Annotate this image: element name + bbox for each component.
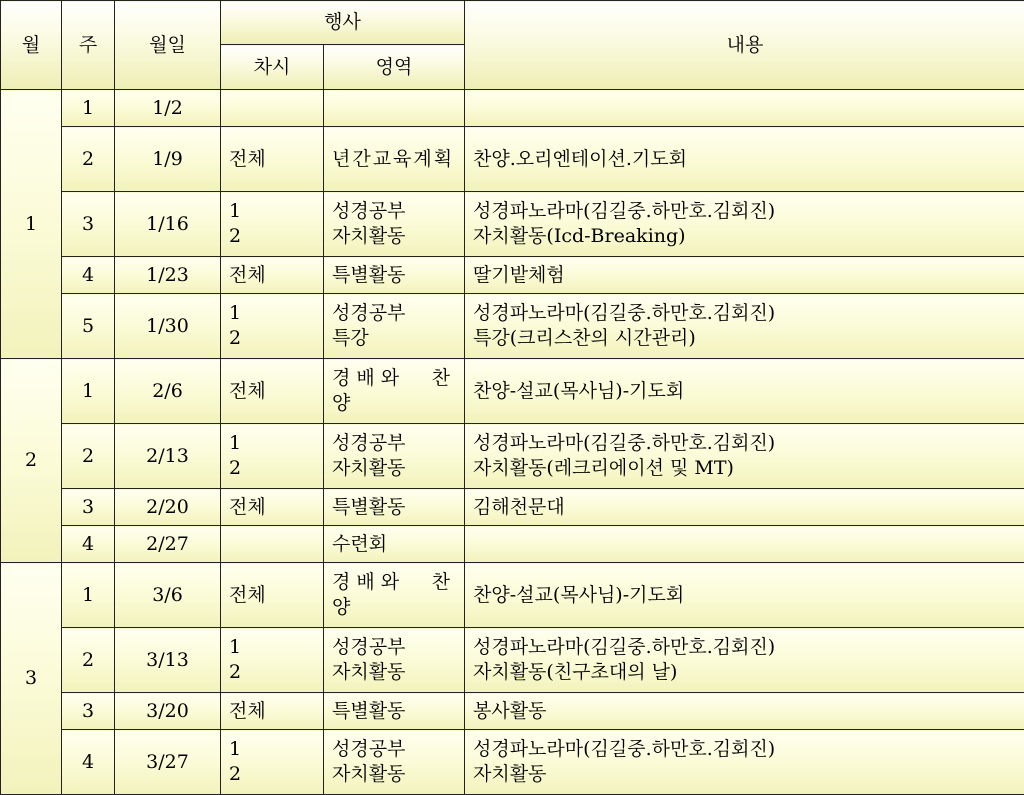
content-cell [465, 90, 1024, 127]
cell-line: 1 [229, 301, 315, 326]
session-cell [221, 628, 324, 693]
table-row [1, 127, 1024, 192]
content-cell [465, 628, 1024, 693]
week-cell: 2 [62, 628, 115, 693]
header-week: 주 [62, 1, 115, 90]
session-cell [221, 424, 324, 489]
cell-line: 자치활동 [473, 762, 1017, 787]
date-cell: 3/6 [115, 563, 221, 628]
content-cell [465, 257, 1024, 294]
area-cell [324, 294, 465, 359]
content-cell [465, 192, 1024, 257]
content-cell [465, 127, 1024, 192]
content-cell [465, 424, 1024, 489]
date-cell: 2/6 [115, 359, 221, 424]
content-cell [465, 730, 1024, 795]
week-cell: 4 [62, 526, 115, 563]
cell-line: 자치활동 [332, 456, 456, 481]
header-month: 월 [1, 1, 62, 90]
table-row [1, 693, 1024, 730]
cell-line: 딸기밭체험 [473, 263, 1017, 288]
cell-line: 자치활동 [332, 224, 456, 249]
cell-line: 경배와 찬양 [332, 366, 456, 416]
cell-line: 전체 [229, 147, 315, 172]
date-cell: 1/2 [115, 90, 221, 127]
cell-line: 1 [229, 431, 315, 456]
header-date: 월일 [115, 1, 221, 90]
cell-line: 자치활동 [332, 660, 456, 685]
cell-line: 특별활동 [332, 495, 456, 520]
cell-line: 성경공부 [332, 199, 456, 224]
date-cell: 1/23 [115, 257, 221, 294]
table-row [1, 359, 1024, 424]
table-header [1, 1, 1024, 90]
date-cell: 3/13 [115, 628, 221, 693]
cell-line: 특강(크리스찬의 시간관리) [473, 326, 1017, 351]
cell-line: 전체 [229, 495, 315, 520]
table-row [1, 257, 1024, 294]
header-event: 행사 [221, 1, 465, 45]
table-row [1, 489, 1024, 526]
header-content: 내용 [465, 1, 1024, 90]
week-cell: 1 [62, 359, 115, 424]
date-cell: 1/16 [115, 192, 221, 257]
month-cell: 1 [1, 90, 62, 359]
content-cell [465, 563, 1024, 628]
cell-line: 2 [229, 224, 315, 249]
week-cell: 5 [62, 294, 115, 359]
cell-line: 김해천문대 [473, 495, 1017, 520]
area-cell [324, 359, 465, 424]
area-cell [324, 489, 465, 526]
week-cell: 1 [62, 563, 115, 628]
session-cell [221, 563, 324, 628]
week-cell: 3 [62, 693, 115, 730]
cell-line: 성경공부 [332, 431, 456, 456]
table-row [1, 730, 1024, 795]
cell-line: 찬양-설교(목사님)-기도회 [473, 379, 1017, 404]
week-cell: 3 [62, 192, 115, 257]
session-cell [221, 489, 324, 526]
table-row [1, 192, 1024, 257]
session-cell [221, 90, 324, 127]
cell-line: 특강 [332, 326, 456, 351]
area-cell [324, 257, 465, 294]
table-row [1, 90, 1024, 127]
content-cell [465, 693, 1024, 730]
header-session: 차시 [221, 45, 324, 90]
cell-line: 성경공부 [332, 301, 456, 326]
cell-line: 성경공부 [332, 737, 456, 762]
area-cell [324, 563, 465, 628]
cell-line: 수련회 [332, 532, 456, 557]
cell-line: 자치활동(Icd-Breaking) [473, 224, 1017, 249]
cell-line: 찬양-설교(목사님)-기도회 [473, 583, 1017, 608]
date-cell: 2/20 [115, 489, 221, 526]
date-cell: 3/20 [115, 693, 221, 730]
content-cell [465, 489, 1024, 526]
area-cell [324, 90, 465, 127]
cell-line: 전체 [229, 699, 315, 724]
cell-line: 2 [229, 456, 315, 481]
table-row [1, 294, 1024, 359]
cell-line: 자치활동(레크리에이션 및 MT) [473, 456, 1017, 481]
cell-line: 성경파노라마(김길중.하만호.김회진) [473, 431, 1017, 456]
cell-line: 성경파노라마(김길중.하만호.김회진) [473, 301, 1017, 326]
cell-line: 자치활동(친구초대의 날) [473, 660, 1017, 685]
table-row [1, 526, 1024, 563]
cell-line: 1 [229, 737, 315, 762]
session-cell [221, 359, 324, 424]
cell-line: 성경파노라마(김길중.하만호.김회진) [473, 635, 1017, 660]
week-cell: 1 [62, 90, 115, 127]
content-cell [465, 359, 1024, 424]
cell-line: 특별활동 [332, 263, 456, 288]
date-cell: 1/9 [115, 127, 221, 192]
date-cell: 2/27 [115, 526, 221, 563]
cell-line: 특별활동 [332, 699, 456, 724]
cell-line: 경배와 찬양 [332, 570, 456, 620]
week-cell: 4 [62, 257, 115, 294]
cell-line: 1 [229, 635, 315, 660]
cell-line: 성경공부 [332, 635, 456, 660]
cell-line: 년간교육계획 [332, 147, 456, 172]
area-cell [324, 628, 465, 693]
cell-line: 전체 [229, 263, 315, 288]
session-cell [221, 526, 324, 563]
cell-line: 2 [229, 326, 315, 351]
area-cell [324, 693, 465, 730]
cell-line: 봉사활동 [473, 699, 1017, 724]
cell-line: 전체 [229, 583, 315, 608]
table-row [1, 628, 1024, 693]
area-cell [324, 526, 465, 563]
date-cell: 3/27 [115, 730, 221, 795]
area-cell [324, 192, 465, 257]
session-cell [221, 192, 324, 257]
date-cell: 1/30 [115, 294, 221, 359]
week-cell: 4 [62, 730, 115, 795]
cell-line: 2 [229, 660, 315, 685]
week-cell: 2 [62, 424, 115, 489]
session-cell [221, 693, 324, 730]
area-cell [324, 424, 465, 489]
month-cell: 2 [1, 359, 62, 563]
session-cell [221, 257, 324, 294]
area-cell [324, 730, 465, 795]
cell-line: 전체 [229, 379, 315, 404]
cell-line: 성경파노라마(김길중.하만호.김회진) [473, 737, 1017, 762]
cell-line: 2 [229, 762, 315, 787]
session-cell [221, 730, 324, 795]
cell-line: 자치활동 [332, 762, 456, 787]
cell-line: 성경파노라마(김길중.하만호.김회진) [473, 199, 1017, 224]
cell-line: 찬양.오리엔테이션.기도회 [473, 147, 1017, 172]
content-cell [465, 294, 1024, 359]
session-cell [221, 294, 324, 359]
content-cell [465, 526, 1024, 563]
table-row [1, 424, 1024, 489]
date-cell: 2/13 [115, 424, 221, 489]
table-body [1, 90, 1024, 795]
month-cell: 3 [1, 563, 62, 795]
week-cell: 2 [62, 127, 115, 192]
cell-line: 1 [229, 199, 315, 224]
table-row [1, 563, 1024, 628]
area-cell [324, 127, 465, 192]
header-area: 영역 [324, 45, 465, 90]
week-cell: 3 [62, 489, 115, 526]
session-cell [221, 127, 324, 192]
